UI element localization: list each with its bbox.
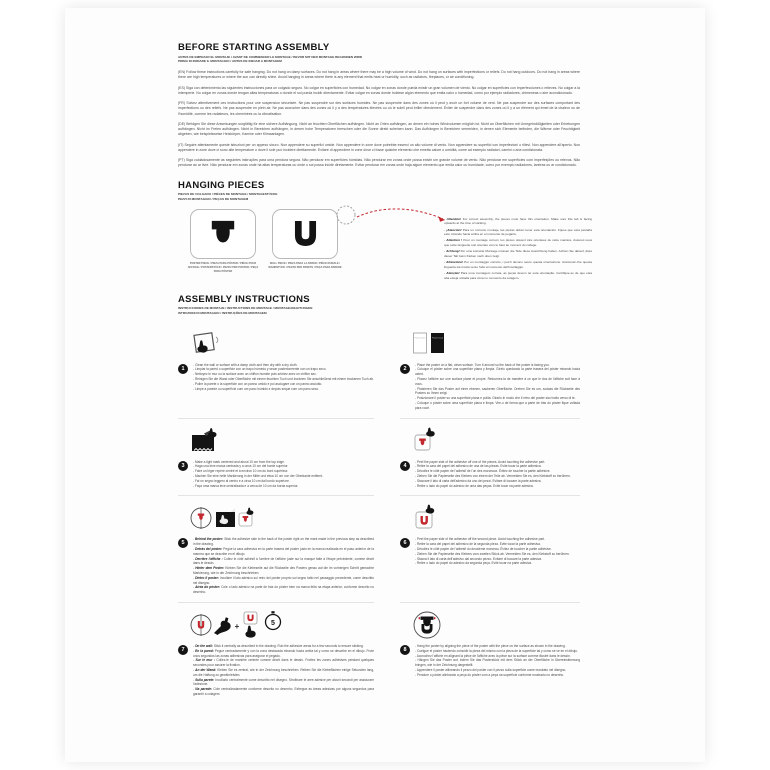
step-line: - Dietro il poster: Incollare il lato adesivo sul retro del poster proprio sul segno fatto nel passaggio precedente, come descritto nel disegno. (193, 576, 374, 586)
attention-text: Per un montaggio corretto, i pezzi devono avere questa orientazione. Assicurati che questa linguetta sia rivolta verso l'alto al momento dell'incollaggio. (444, 260, 592, 269)
step-line: - On the wall: Stick it centrally as described in the drawing. Rub the adhesive areas for a few seconds to ensure sticking. (193, 644, 374, 649)
step-line: - Coloque el póster sobre una superficie plana y limpia. Gírelo quedando la parte trasera del póster mirando hacia usted. (415, 367, 580, 377)
poster-piece-shape-icon (210, 220, 236, 248)
pieces-row (187, 209, 593, 281)
step-line: - An der Wand: Kleben Sie es zentral, wie in der Zeichnung beschrieben. Reiben Sie die Klebeflächen einige Sekunden lang, um die Haftung zu gewährleisten. (193, 668, 374, 678)
hanging-pieces-section (178, 179, 593, 281)
step-3 (178, 419, 374, 497)
hanging-title: HANGING PIECES (178, 179, 265, 191)
hang-align-pieces-icon (412, 610, 442, 640)
step-number: 6 (400, 538, 410, 548)
hanging-subtitle-line1: PIEZAS DE COLGADO / PIÈCES DE MONTAGE / MONTAGESTÜCKE (178, 192, 278, 197)
step-line: - Limpe a parede ou superfície com um pano húmido e depois seque com um pano seco. (193, 387, 374, 392)
poster-piece-card (187, 209, 259, 281)
attention-text: For correct assembly, the pieces must have this orientation. Make sure this tab is facing upwards at the time of sticking. (444, 216, 593, 226)
step-line: - Hängen Sie das Poster auf, indem Sie das Posterstück mit dem Stück an der Oberfläche in Übereinstimmung bringen, wie in der Zeichnung dargestellt. (415, 658, 580, 668)
attention-lead: Attention! (446, 216, 462, 221)
step-line: - Pendure o póster alinhando a peça do póster com a peça na superfície conforme mostrado no desenho. (415, 673, 580, 678)
attention-line (444, 217, 592, 226)
step-line: - Hinter dem Poster: Kleben Sie die Klebeseite auf die Rückseite des Posters genau auf die im vorherigen Schritt gemachte Markierung, wie in der Zeichnung beschrieben. (193, 566, 374, 576)
peel-second-piece-icon (412, 503, 440, 533)
step-1 (178, 322, 374, 419)
step-line: - Décollez le côté papier de l'adhésif du deuxième morceau. Évitez de toucher la partie adhésive. (415, 547, 580, 552)
attention-lead: Attention ! (446, 238, 463, 243)
step-line: - Décollez le côté papier de l'adhésif de l'un des morceaux. Évitez de toucher la partie adhésive. (415, 469, 580, 474)
step-line: - Reinigen Sie die Wand oder Oberfläche mit einem feuchten Tuch und trocknen Sie anschließend mit einem trockenen Tuch ab. (193, 377, 374, 382)
step-line: - Machen Sie eine helle Markierung in der Mitte und etwa 10 cm von der Oberkante entfernt. (193, 474, 374, 479)
step-line: - En la pared: Pegue centradamente y con la zona destacada mirando hacia arriba tal y como se describe en el dibujo. Frote unos segundos las zonas adhesivas para asegurar el pegado. (193, 649, 374, 659)
instruction-sheet-page (65, 8, 705, 762)
step-5 (178, 496, 374, 603)
attention-lead: Attenzione! (446, 260, 463, 265)
assembly-section (178, 294, 580, 704)
step-line: - Retire o lado do papel do adesivo de uma das peças. Evite tocar na parte adesiva. (415, 484, 580, 489)
attention-lead: Achtung! (446, 249, 460, 254)
attention-lead: ¡Atención! (446, 227, 462, 232)
step-line: - Haga una leve marca centrada y a unos 10 cm del borde superior. (193, 464, 374, 469)
instruction-paragraph: (PT) Siga cuidadosamente as seguintes instruções para uma pendura segura. Não pendurar em superfícies húmidas. Não pendurar em zonas onde possa existir um grande volume de vento. Não pendurar em superfícies com imperfeições ou relevos. Não pendurar ao ar livre. Não pendurar em zonas onde há altas temperaturas ou onde o sol possa incidir diretamente. Evitar pendurar em zonas onde haja algum elemento que emita calor ou humidade, como por exemplo radiadores, lareiras ou ar condicionado. (178, 158, 580, 168)
step-line: - Make a light mark centered and about 10 cm from the top edge. (193, 460, 374, 465)
step-line: - Retire la cara del papel del adhesivo de la segunda pieza. Evite tocar la parte adhesiva. (415, 542, 580, 547)
step-line: - Behind the poster: Stick the adhesive side to the back of the poster right on the mark made in the previous step as described in the drawing. (193, 537, 374, 547)
step-line: - Staccare il lato di carta dell'adesivo da uno dei pezzi. Evitare di toccare la parte adesiva. (415, 479, 580, 484)
hanging-subtitle (178, 192, 580, 202)
step-line: - Sulla parete: Incollarlo centralmente come descritto nel disegno. Strofinare le aree adesive per alcuni secondi per assicurare l'adesione. (193, 678, 374, 688)
svg-text:Poster front: Poster front (414, 337, 426, 340)
step-line: - Faça uma marca leve centralizada e a cerca de 10 cm da borda superior. (193, 484, 374, 489)
attention-line (444, 228, 592, 237)
attention-text: Für eine korrekte Montage müssen die Teile diese Ausrichtung haben. Achten Sie darauf, dass dieser Tab beim Kleben nach oben zeigt. (444, 249, 593, 258)
wall-piece-card (268, 209, 342, 281)
step-line: - Ziehen Sie die Papierseite des Klebers von einem der Teile ab. Vermeiden Sie es, den Klebstoff zu berühren. (415, 474, 580, 479)
step-line: - Detrás del póster: Pegue la cara adhesiva en la parte trasera del póster justo en la marca realizada en el paso anterior de la manera que se describe en el dibujo. (193, 547, 374, 557)
step-number: 2 (400, 364, 410, 374)
step-line: - Place the poster on a flat, clean surface. Turn it around so the back of the poster is facing you. (415, 363, 580, 368)
attention-line (444, 238, 592, 247)
attention-line (444, 260, 592, 269)
step-line: - Peel the paper side of the adhesive off the second piece. Avoid touching the adhesive part. (415, 537, 580, 542)
step-line: - Accrochez l'affiche en alignant la pièce de l'affiche avec la pièce sur la surface comme illustré dans le dessin. (415, 654, 580, 659)
step-line: - Posizionare il poster su una superficie piana e pulita. Girarlo in modo che il retro del poster sia rivolto verso di te. (415, 396, 580, 401)
step-line: - Stacca il lato di carta dell'adesivo dal secondo pezzo. Evitare di toccare la parte adesiva. (415, 557, 580, 562)
hanging-subtitle-line2: PEZZI DI MONTAGGIO / PEÇAS DE MONTAGEM (178, 196, 249, 201)
step-4 (400, 419, 580, 497)
step-line: - Faire un léger repère centré et à environ 10 cm du bord supérieur. (193, 469, 374, 474)
step-line: - Sur le mur : Collez-le de manière centrée comme décrit dans le dessin. Frottez les zones adhésives pendant quelques secondes pour assurer la fixation. (193, 658, 374, 668)
step-line: - Na parede: Cole centralizadamente conforme descrito no desenho. Esfregue as áreas adesivas por alguns segundos para garantir a colagem. (193, 687, 374, 697)
step-line: - Coloque o póster sobre uma superfície plana e limpa. Vire-o de forma que a parte de trás do póster fique voltada para você. (415, 401, 580, 411)
step-number: 1 (178, 364, 188, 374)
step-line: - Hang the poster by aligning the piece of the poster with the piece on the surface as shown in the drawing. (415, 644, 580, 649)
instruction-paragraph: (EN) Follow these instructions carefully for safe hanging. Do not hang on damp surfaces. Do not hang in areas where there may be a high volume of wind. Do not hang on surfaces with imperfections or reliefs. Do not hang outdoors. Do not hang in areas where there are high temperatures or where the sun can directly shine. Avoid hanging in areas where there is any element that emits heat or humidity, such as radiators, fireplaces, or air conditioning. (178, 70, 580, 80)
step-8 (400, 603, 580, 704)
step-number: 3 (178, 461, 188, 471)
step-line: - Platzieren Sie das Poster auf einer ebenen, sauberen Oberfläche. Drehen Sie es um, sodass die Rückseite des Posters zu Ihnen zeigt. (415, 387, 580, 397)
step-number: 5 (178, 538, 188, 548)
orientation-callout-arrow (333, 200, 453, 242)
attention-line (444, 271, 592, 280)
assembly-title: ASSEMBLY INSTRUCTIONS (178, 293, 310, 305)
instruction-paragraph: (ES) Siga con detenimiento las siguientes instrucciones para un colgado seguro. No colgar en superficies con humedad. No colgar en zonas donde pueda existir un gran volumen de viento. No colgar en superficies con imperfecciones o relieves. No colgar a la intemperie. No colgar en zonas donde tengan altas temperaturas o donde el sol pueda incidir directamente. Evitar colgar en zonas donde hubiese algún elemento que emita calor o humedad, como por ejemplo radiadores, chimeneas o aire acondicionado. (178, 85, 580, 95)
instruction-paragraph: (IT) Seguire attentamente queste istruzioni per un appeso sicuro. Non appendere su superfici umide. Non appendere in zone dove potrebbe esserci un alto volume di vento. Non appendere su superfici con imperfezioni o rilievi. Non appendere all'aperto. Non appendere in zone dove ci sono alte temperature o dove il sole può incidere direttamente. Evitare di appendere in zone dove ci fosse qualche elemento che emetta calore o umidità, come ad esempio radiatori, camini o aria condizionata. (178, 142, 580, 152)
step-line: - Peel the paper side of the adhesive off one of the pieces. Avoid touching the adhesive part. (415, 460, 580, 465)
attention-line (444, 249, 592, 258)
poster-piece-label: POSTER PIECE / PIEZA PARA PÓSTER / PIÈCE POUR AFFICHE / POSTERSTÜCK / PEZZO PER POSTER / PEÇA PARA PÓSTER (187, 261, 259, 273)
wipe-surface-icon (190, 330, 224, 358)
attention-text: Para un correcto montaje, las piezas deben tener esta orientación. Fíjese que esta pestaña esté mirando hacia arriba en el momento de pegarla. (444, 227, 592, 237)
step-line: - Derrière l'affiche : Collez le côté adhésif à l'arrière de l'affiche juste sur la marque faite à l'étape précédente, comme décrit dans le dessin. (193, 557, 374, 567)
svg-text:Poster back: Poster back (432, 337, 443, 340)
before-subtitle-line1: ANTES DE EMPEZAR EL MONTAJE / AVANT DE COMMENCER LE MONTAGE / BEVOR MIT DER MONTAGE BEGONNEN WIRD (178, 54, 363, 59)
step-7 (178, 603, 374, 704)
attention-text: Para uma montagem correta, as peças devem ter esta orientação. Certifique-se de que esta aba esteja voltada para cima no momento da colagem. (444, 271, 592, 280)
svg-text:+: + (234, 622, 240, 631)
wall-piece-label: WALL PIECE / PIEZA PARA LA PARED / PIÈCE MURALE / WANDSTÜCK / PEZZO PER PARETE / PEÇA PARA PAREDE (268, 261, 342, 269)
step-line: - Nettoyez le mur ou la surface avec un chiffon humide puis séchez avec un chiffon sec. (193, 372, 374, 377)
stick-on-wall-icon (190, 609, 286, 641)
instruction-paragraph: (DE) Befolgen Sie diese Anweisungen sorgfältig für eine sichere Aufhängung. Nicht an feuchten Oberflächen aufhängen. Nicht an Orten aufhängen, an denen ein hohes Windvolumen möglich ist. Nicht an Oberflächen mit Unregelmäßigkeiten oder Erhebungen aufhängen. Nicht im Freien aufhängen. Nicht in Bereichen aufhängen, in denen hohe Temperaturen herrschen oder die Sonne direkt scheinen kann. Das Aufhängen in Bereichen vermeiden, in denen sich Elemente befinden, die Wärme oder Feuchtigkeit abgeben, wie beispielsweise Heizkörper, Kamine oder Klimaanlagen. (178, 121, 580, 137)
poster-front-back-icon (412, 331, 448, 357)
before-section (178, 42, 580, 169)
before-paragraphs (178, 70, 580, 169)
assembly-subtitle (178, 306, 580, 316)
step-line: - Limpiar la pared o superficie con un trapo húmedo y secar posteriormente con un trapo seco. (193, 367, 374, 372)
step-line: - Pulire la parete o la superficie con un panno umido e poi asciugare con un panno asciutto. (193, 382, 374, 387)
before-subtitle-line2: PRIMA DI INIZIARE IL MONTAGGIO / ANTES DE INICIAR A MONTAGEM (178, 59, 282, 64)
assembly-subtitle-line1: INSTRUCCIONES DE MONTAJE / INSTRUCTIONS DE MONTAGE / MONTAGEANLEITUNGEN (178, 306, 313, 311)
mark-measure-icon (190, 427, 226, 455)
before-title: BEFORE STARTING ASSEMBLY (178, 42, 330, 53)
step-2 (400, 322, 580, 419)
instruction-paragraph: (FR) Suivez attentivement ces instructions pour une suspension sécurisée. Ne pas suspendre sur des surfaces humides. Ne pas suspendre dans des zones où il peut y avoir un fort volume de vent. Ne pas suspendre sur des surfaces comportant des imperfections ou des reliefs. Ne pas suspendre en plein air. Ne pas accrocher dans des zones où il y a des températures élevées ou où le soleil peut briller directement. Éviter de suspendre dans des zones où il y a un élément qui émet de la chaleur ou de l'humidité, comme les radiateurs, les cheminées ou la climatisation. (178, 101, 580, 116)
attention-text: Pour un montage correct, les pièces doivent être orientées de cette manière. Assurez-vous que cette languette soit orientée vers le haut au moment du collage. (444, 238, 592, 248)
step-number: 4 (400, 461, 410, 471)
step-6 (400, 496, 580, 603)
step-number: 7 (178, 645, 188, 655)
before-subtitle (178, 55, 580, 65)
step-line: - Fai un segno leggero al centro e a circa 10 cm dal bordo superiore. (193, 479, 374, 484)
step-number: 8 (400, 645, 410, 655)
assembly-subtitle-line2: ISTRUZIONI DI MONTAGGIO / INSTRUÇÕES DE MONTAGEM (178, 310, 267, 315)
step-line: - Placez l'affiche sur une surface plane et propre. Retournez-la de manière à ce que le dos de l'affiche soit face à vous. (415, 377, 580, 387)
step-line: - Cuelgue el póster haciendo coincidir la pieza del mismo con la pieza de la superficie tal y como se ve en el dibujo. (415, 649, 580, 654)
step-line: - Ziehen Sie die Papierseite des Klebers vom zweiten Stück ab. Vermeiden Sie es, den Klebstoff zu berühren. (415, 552, 580, 557)
step-line: - Clean the wall or surface with a damp cloth and then dry with a dry cloth. (193, 363, 374, 368)
wall-piece-shape-icon (294, 220, 317, 247)
stick-behind-poster-icon (190, 503, 254, 533)
svg-text:5: 5 (271, 620, 275, 627)
orientation-attention-block (444, 217, 592, 282)
steps-grid (178, 322, 580, 704)
step-line: - Appendere il poster allineando il pezzo del poster con il pezzo sulla superficie come mostrato nel disegno. (415, 668, 580, 673)
step-line: - Retire la cara del papel del adhesivo de una de las piezas. Evite tocar la parte adhesiva. (415, 464, 580, 469)
step-line: - Retire o lado do papel do adesivo da segunda peça. Evite tocar na parte adesiva. (415, 561, 580, 566)
attention-lead: Atenção! (446, 271, 460, 275)
step-line: - Atrás do póster: Cole o lado adesivo na parte de trás do póster bem na marca feita na etapa anterior, conforme descrito no desenho. (193, 585, 374, 595)
peel-first-piece-icon (412, 427, 440, 455)
